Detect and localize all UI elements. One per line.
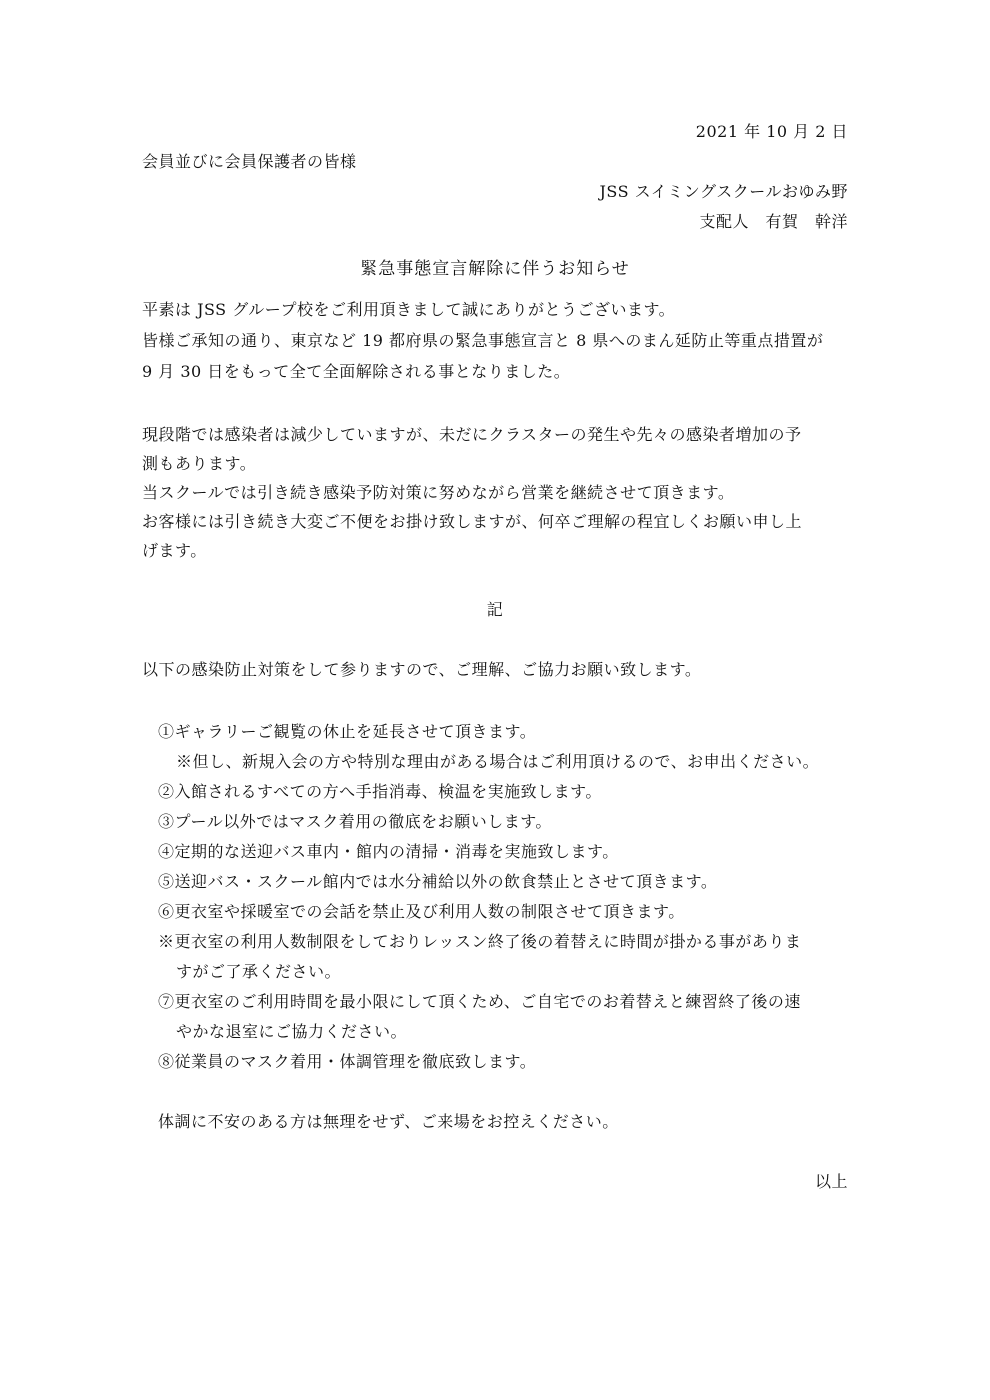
intro-line-1: 平素は JSS グループ校をご利用頂きまして誠にありがとうございます。	[142, 300, 676, 319]
measure-item-6-note-1: ※更衣室の利用人数制限をしておりレッスン終了後の着替えに時間が掛かる事がありま	[158, 932, 802, 951]
measure-item-5: ⑤送迎バス・スクール館内では水分補給以外の飲食禁止とさせて頂きます。	[158, 872, 718, 891]
end-mark: 以上	[814, 1172, 848, 1191]
body-line-5: げます。	[142, 541, 207, 560]
sender-organization: JSS スイミングスクールおゆみ野	[599, 182, 848, 201]
body-line-2: 測もあります。	[142, 454, 257, 473]
measure-item-2: ②入館されるすべての方へ手指消毒、検温を実施致します。	[158, 782, 602, 801]
measure-item-7-cont: やかな退室にご協力ください。	[176, 1022, 408, 1041]
body-line-1: 現段階では感染者は減少していますが、未だにクラスターの発生や先々の感染者増加の予	[142, 425, 802, 444]
body-line-4: お客様には引き続き大変ご不便をお掛け致しますが、何卒ご理解の程宜しくお願い申し上	[142, 512, 803, 531]
intro-line-2: 皆様ご承知の通り、東京など 19 都府県の緊急事態宣言と 8 県へのまん延防止等重点措置が	[142, 331, 824, 350]
measure-item-6-note-2: すがご了承ください。	[176, 962, 342, 981]
measure-item-4: ④定期的な送迎バス車内・館内の清掃・消毒を実施致します。	[158, 842, 619, 861]
measure-item-7: ⑦更衣室のご利用時間を最小限にして頂くため、ご自宅でのお着替えと練習終了後の速	[158, 992, 801, 1011]
measure-item-8: ⑧従業員のマスク着用・体調管理を徹底致します。	[158, 1052, 537, 1071]
body-line-3: 当スクールでは引き続き感染予防対策に努めながら営業を継続させて頂きます。	[142, 483, 735, 502]
measures-lead: 以下の感染防止対策をして参りますので、ご理解、ご協力お願い致します。	[142, 660, 702, 679]
measure-item-3: ③プール以外ではマスク着用の徹底をお願いします。	[158, 812, 552, 831]
intro-line-3: 9 月 30 日をもって全て全面解除される事となりました。	[142, 362, 571, 381]
measure-item-1: ①ギャラリーご観覧の休止を延長させて頂きます。	[158, 722, 537, 741]
measure-item-1-note: ※但し、新規入会の方や特別な理由がある場合はご利用頂けるので、お申出ください。	[176, 752, 820, 771]
sender-person: 支配人 有賀 幹洋	[699, 212, 848, 231]
measure-item-6: ⑥更衣室や採暖室での会話を禁止及び利用人数の制限させて頂きます。	[158, 902, 685, 921]
closing-line: 体調に不安のある方は無理をせず、ご来場をお控えください。	[158, 1112, 619, 1131]
document-date: 2021 年 10 月 2 日	[695, 122, 848, 141]
ki-heading: 記	[486, 600, 504, 619]
recipient-line: 会員並びに会員保護者の皆様	[142, 152, 357, 171]
page-title: 緊急事態宣言解除に伴うお知らせ	[360, 259, 630, 279]
